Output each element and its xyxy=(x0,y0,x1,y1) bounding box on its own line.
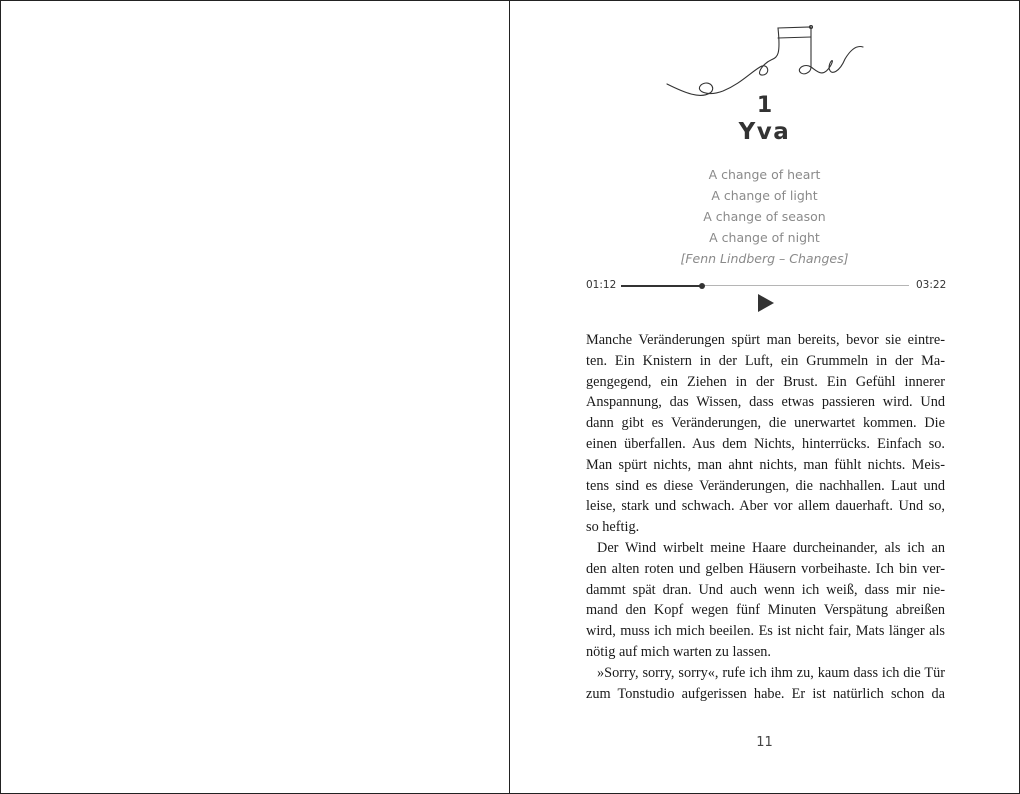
song-lyrics xyxy=(510,164,1019,269)
progress-knob[interactable] xyxy=(699,283,705,289)
text-line: dann gibt es Veränderungen, die unerwartet kommen. Die xyxy=(586,415,945,432)
text-line: Man spürt nichts, man ahnt nichts, man fühlt nichts. Meis- xyxy=(586,456,945,473)
text-line: wird, muss ich mich beeilen. Es ist nicht fair, Mats länger als xyxy=(586,623,945,640)
text-line: zum Tonstudio aufgerissen habe. Er ist natürlich schon da xyxy=(586,685,945,702)
text-line: so heftig. xyxy=(586,519,640,536)
text-line: den alten roten und gelben Häusern vorbeihaste. Ich bin ver- xyxy=(586,560,945,577)
text-line: »Sorry, sorry, sorry«, rufe ich ihm zu, kaum dass ich die Tür xyxy=(597,664,945,681)
lyric-line: A change of night xyxy=(709,230,820,245)
chapter-text xyxy=(586,330,945,704)
progress-track[interactable] xyxy=(621,285,909,286)
text-line: einen überfallen. Aus dem Nichts, hinterrücks. Einfach so. xyxy=(586,435,945,452)
page-number: 11 xyxy=(756,735,773,750)
text-line: Der Wind wirbelt meine Haare durcheinander, als ich an xyxy=(597,539,945,556)
right-page xyxy=(510,1,1019,793)
lyric-line: A change of heart xyxy=(708,167,821,182)
lyric-line: A change of season xyxy=(703,209,826,224)
text-line: ten. Ein Knistern in der Luft, ein Grummeln in der Ma- xyxy=(586,352,945,369)
text-line: leise, stark und schwach. Aber vor allem dauerhaft. Und so, xyxy=(586,498,945,515)
play-icon[interactable] xyxy=(758,294,774,312)
text-line: tens sind es diese Veränderungen, die nachhallen. Laut und xyxy=(586,477,945,494)
music-note-ornament-icon xyxy=(665,21,865,103)
text-line: mand den Kopf wegen fünf Minuten Verspätung abreißen xyxy=(586,602,945,619)
text-line: gengegend, ein Ziehen in der Brust. Ein Gefühl innerer xyxy=(586,373,945,390)
progress-fill xyxy=(621,285,702,287)
text-line: dammt spät dran. Und auch wenn ich weiß, dass mir nie- xyxy=(586,581,945,598)
left-page xyxy=(1,1,509,793)
text-line: Manche Veränderungen spürt man bereits, bevor sie eintre- xyxy=(586,332,945,348)
current-time: 01:12 xyxy=(586,279,617,291)
lyric-line: A change of light xyxy=(711,188,818,203)
total-time: 03:22 xyxy=(916,279,947,291)
text-line: Anspannung, das Wissen, dass etwas passieren wird. Und xyxy=(586,394,945,411)
chapter-title: Yva xyxy=(738,119,791,145)
text-line: nötig auf mich warten zu lassen. xyxy=(586,643,772,660)
song-credit: [Fenn Lindberg – Changes] xyxy=(680,251,849,266)
chapter-number: 1 xyxy=(756,93,773,118)
